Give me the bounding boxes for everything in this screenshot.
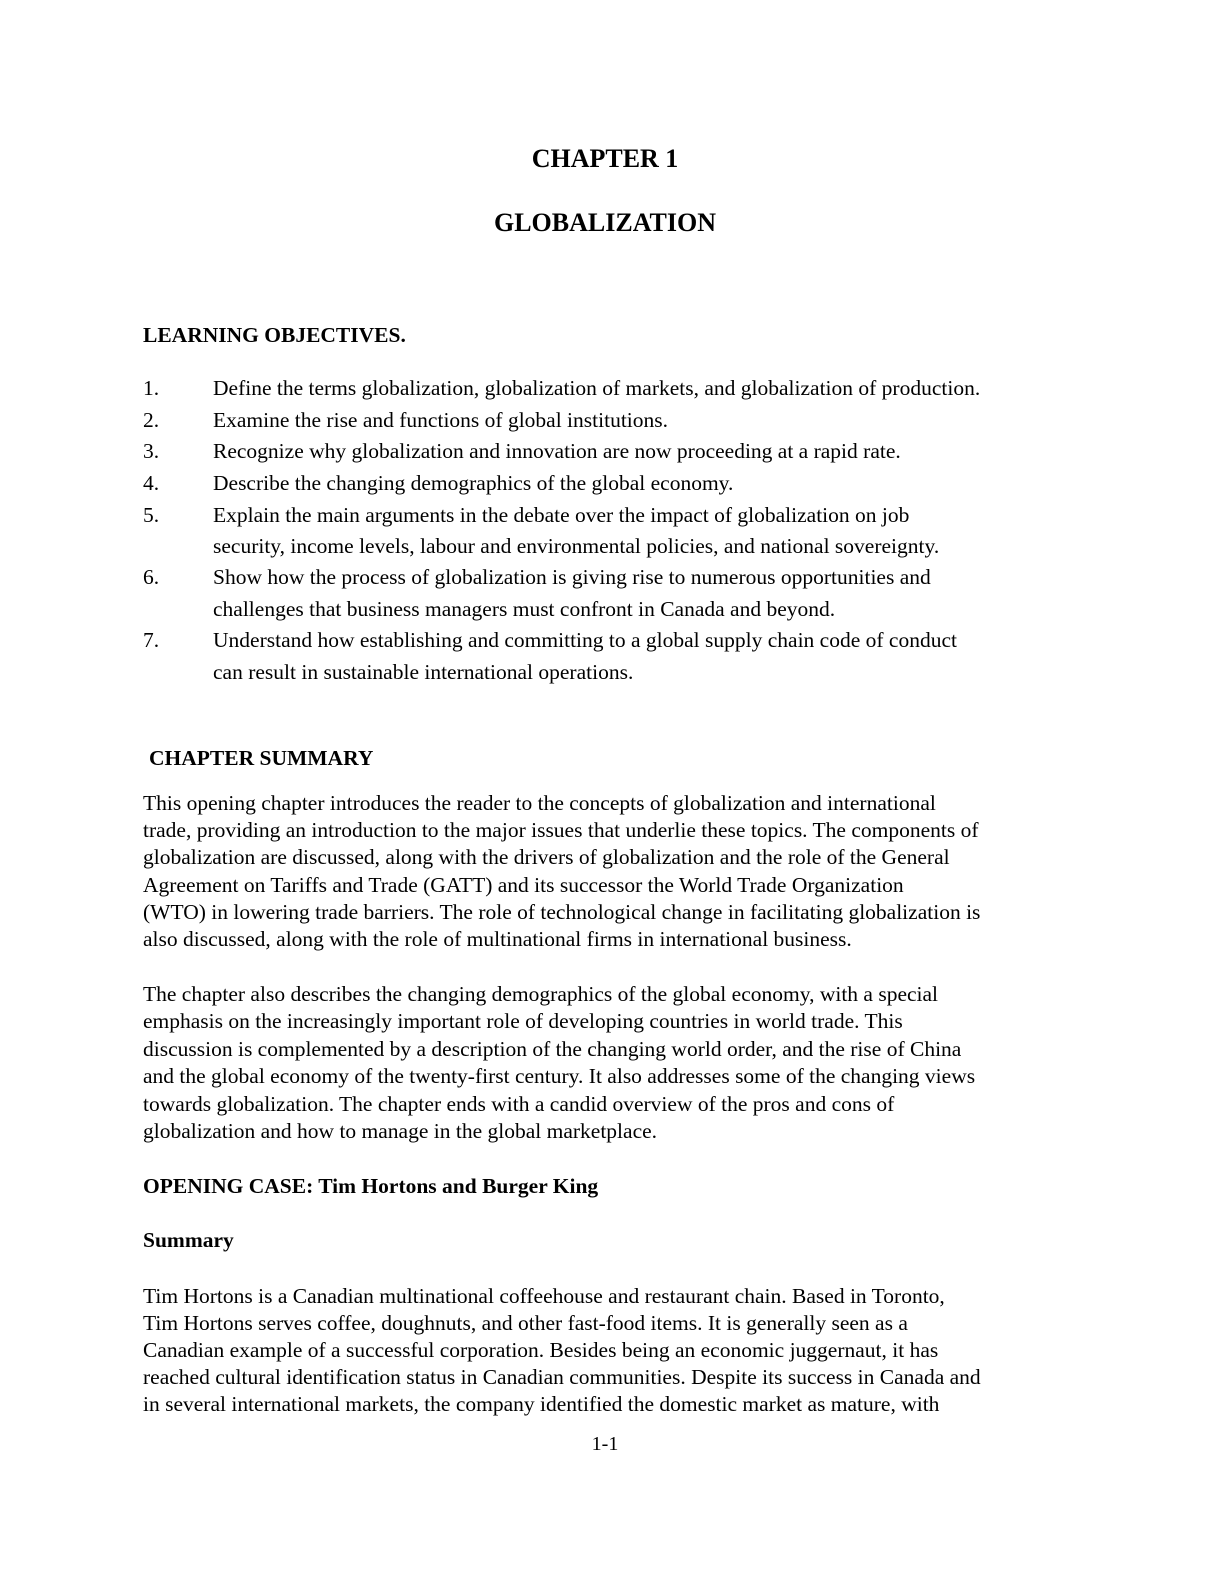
paragraph-line: Agreement on Tariffs and Trade (GATT) and its successor the World Trade Organization (143, 873, 904, 897)
objective-number: 6. (143, 565, 160, 589)
objective-text: Understand how establishing and committing to a global supply chain code of conduct (213, 628, 957, 652)
chapter-title: GLOBALIZATION (493, 208, 716, 237)
summary-heading: Summary (143, 1228, 234, 1252)
paragraph-line: This opening chapter introduces the reader to the concepts of globalization and international (143, 791, 936, 815)
objective-number: 7. (143, 628, 160, 652)
learning-objectives-heading: LEARNING OBJECTIVES. (143, 323, 406, 347)
paragraph-line: Tim Hortons is a Canadian multinational coffeehouse and restaurant chain. Based in Toronto, (143, 1284, 945, 1308)
paragraph-line: Tim Hortons serves coffee, doughnuts, and other fast-food items. It is generally seen as a (143, 1311, 908, 1335)
paragraph-line: Canadian example of a successful corporation. Besides being an economic juggernaut, it has (143, 1338, 939, 1362)
paragraph-line: The chapter also describes the changing demographics of the global economy, with a special (143, 982, 939, 1006)
objective-text: Describe the changing demographics of the global economy. (213, 471, 734, 495)
paragraph-line: globalization are discussed, along with the drivers of globalization and the role of the General (143, 845, 950, 869)
objective-text: Show how the process of globalization is giving rise to numerous opportunities and (213, 565, 931, 589)
objective-number: 2. (143, 408, 160, 432)
paragraph-line: also discussed, along with the role of multinational firms in international business. (143, 927, 852, 951)
objective-text: Explain the main arguments in the debate over the impact of globalization on job (213, 503, 910, 527)
chapter-summary-heading: CHAPTER SUMMARY (149, 746, 374, 770)
objective-text: Examine the rise and functions of global institutions. (213, 408, 669, 432)
objective-number: 4. (143, 471, 160, 495)
objective-number: 5. (143, 503, 160, 527)
paragraph-line: (WTO) in lowering trade barriers. The role of technological change in facilitating globalization is (143, 900, 981, 924)
paragraph-line: in several international markets, the company identified the domestic market as mature, with (143, 1392, 940, 1416)
paragraph-line: and the global economy of the twenty-first century. It also addresses some of the changing views (143, 1064, 976, 1088)
paragraph-line: reached cultural identification status in Canadian communities. Despite its success in Canada and (143, 1365, 981, 1389)
page-number: 1-1 (591, 1433, 619, 1455)
paragraph-line: discussion is complemented by a description of the changing world order, and the rise of China (143, 1037, 962, 1061)
paragraph-line: globalization and how to manage in the global marketplace. (143, 1119, 658, 1143)
objective-text: Recognize why globalization and innovation are now proceeding at a rapid rate. (213, 439, 901, 463)
objective-number: 1. (143, 376, 160, 400)
paragraph-line: emphasis on the increasingly important role of developing countries in world trade. This (143, 1009, 903, 1033)
objective-text-continued: can result in sustainable international operations. (213, 660, 634, 684)
objective-number: 3. (143, 439, 160, 463)
objective-text-continued: challenges that business managers must confront in Canada and beyond. (213, 597, 836, 621)
paragraph-line: towards globalization. The chapter ends with a candid overview of the pros and cons of (143, 1092, 895, 1116)
objective-text-continued: security, income levels, labour and environmental policies, and national sovereignty. (213, 534, 940, 558)
chapter-label: CHAPTER 1 (531, 144, 679, 173)
opening-case-heading: OPENING CASE: Tim Hortons and Burger King (143, 1174, 599, 1198)
objective-text: Define the terms globalization, globalization of markets, and globalization of production. (213, 376, 981, 400)
paragraph-line: trade, providing an introduction to the major issues that underlie these topics. The components of (143, 818, 979, 842)
